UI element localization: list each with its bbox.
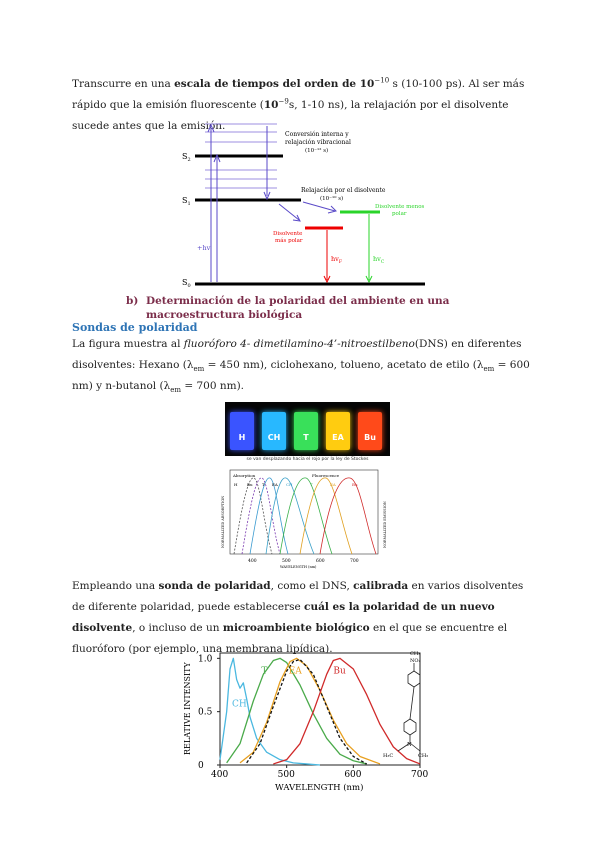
small-label-bu2: Bu [352, 482, 358, 487]
small-tick-700: 700 [350, 559, 359, 564]
mas-polar-2: más polar [275, 238, 303, 244]
menos-polar-1: Disolvente menos [375, 204, 425, 210]
small-tick-400: 400 [248, 559, 257, 564]
vial-bu: Bu [358, 412, 382, 450]
relax-text-2: (10⁻¹⁰ s) [320, 196, 344, 202]
absorption-label: +hv [197, 244, 211, 252]
x-tick-label-700: 700 [411, 770, 429, 780]
y-tick-label-1.0: 1.0 [198, 654, 213, 665]
mol-no2: NO₂ [410, 658, 421, 664]
series-label-t: T [261, 666, 268, 677]
conv-text-1: Conversión interna y [285, 131, 349, 138]
mol-ch3-bottom: CH₃ [418, 753, 429, 759]
paragraph-dns: La figura muestra al fluoróforo 4- dimetilamino-4’-nitroestilbeno(DNS) en diferentes disolventes: Hexano ($\lambda_{em} = 450$ nm), ciclohexano, tolueno, acetato de etilo ($\lambda_{em} = 600$ nm) y n-butanol ($\lambda_{em} = 700$ nm). [72, 338, 530, 395]
small-right-axis: NORMALIZED EMISSION [383, 501, 387, 548]
small-spectra-chart [214, 466, 396, 570]
y-axis-label: RELATIVE INTENSITY [183, 662, 192, 755]
paragraph-polarity-probe: Empleando una sonda de polaridad, como el DNS, calibrada en varios disolventes de diferente polaridad, puede establecerse cuál es la polaridad de un nuevo disolvente, o incluso de un microambiente biológico en el que se encuentre el fluoróforo (por ejemplo, una membrana lipídica). [72, 580, 524, 655]
vial-h: H [230, 412, 254, 450]
x-tick-label-600: 600 [344, 770, 362, 780]
x-tick-label-400: 400 [211, 770, 229, 780]
small-label-bu1: Bu [247, 482, 253, 487]
vials-photo [225, 402, 390, 456]
plot-frame [220, 653, 420, 765]
vial-ea: EA [326, 412, 350, 450]
solvent-relaxation-diagram [175, 118, 465, 290]
relax-text-1: Relajación por el disolvente [301, 187, 386, 194]
small-tick-600: 600 [316, 559, 325, 564]
y-tick-label-0.5: 0.5 [198, 707, 213, 718]
small-label-t2: T [310, 482, 313, 487]
s2-label: $S_2$ [182, 152, 191, 163]
absorption-title: Absorption [233, 473, 256, 478]
vial-t: T [294, 412, 318, 450]
mol-n: N [407, 742, 412, 748]
small-label-h: H [234, 482, 238, 487]
menos-polar-2: polar [392, 211, 407, 217]
conv-text-2: relajación vibracional [285, 139, 351, 146]
small-xlabel: WAVELENGTH (nm) [280, 565, 317, 569]
series-label-ea: EA [288, 666, 302, 677]
mol-h3c: H₃C [383, 753, 394, 759]
small-label-ch: CH [286, 482, 293, 487]
x-tick-label-500: 500 [277, 770, 295, 780]
conv-text-3: (10⁻¹² s) [305, 148, 329, 154]
hvf-label: $hv_F$ [331, 255, 342, 265]
small-tick-500: 500 [282, 559, 291, 564]
molecule-structure [398, 663, 420, 751]
x-axis-label: WAVELENGTH (nm) [275, 783, 364, 793]
hvc-label: $hv_C$ [373, 255, 385, 265]
s0-label: $S_0$ [182, 278, 191, 289]
photo-caption: se van desplazando hacia el rojo por la ley de Stockes [246, 457, 369, 462]
mol-ch3-top: CH₃ [410, 651, 421, 657]
paragraph-relaxation-time: Transcurre en una escala de tiempos del orden de $10^{-10}$ s (10-100 ps). Al ser más rápido que la emisión fluorescente ($10^{-9}s$, 1-10 ns), la relajación por el disolvente sucede antes que la emisión. [72, 76, 525, 132]
series-label-ch: CH [232, 699, 247, 710]
small-label-ea1: EA [272, 482, 278, 487]
s1-label: $S_1$ [182, 196, 191, 207]
series-label-bu: Bu [333, 666, 346, 677]
section-b-heading: b) Determinación de la polaridad del ambiente en una macroestructura biológica [126, 295, 450, 321]
small-left-axis: NORMALIZED ABSORPTION [221, 495, 225, 548]
sondas-heading: Sondas de polaridad [72, 321, 198, 334]
fluorescence-title: Fluorescence [312, 473, 340, 478]
mas-polar-1: Disolvente [273, 231, 303, 237]
small-label-ea2: EA [330, 482, 336, 487]
y-tick-label-0: 0 [198, 761, 204, 771]
small-label-t1: T [262, 482, 265, 487]
vial-ch: CH [262, 412, 286, 450]
emission-spectra-chart [180, 645, 450, 795]
